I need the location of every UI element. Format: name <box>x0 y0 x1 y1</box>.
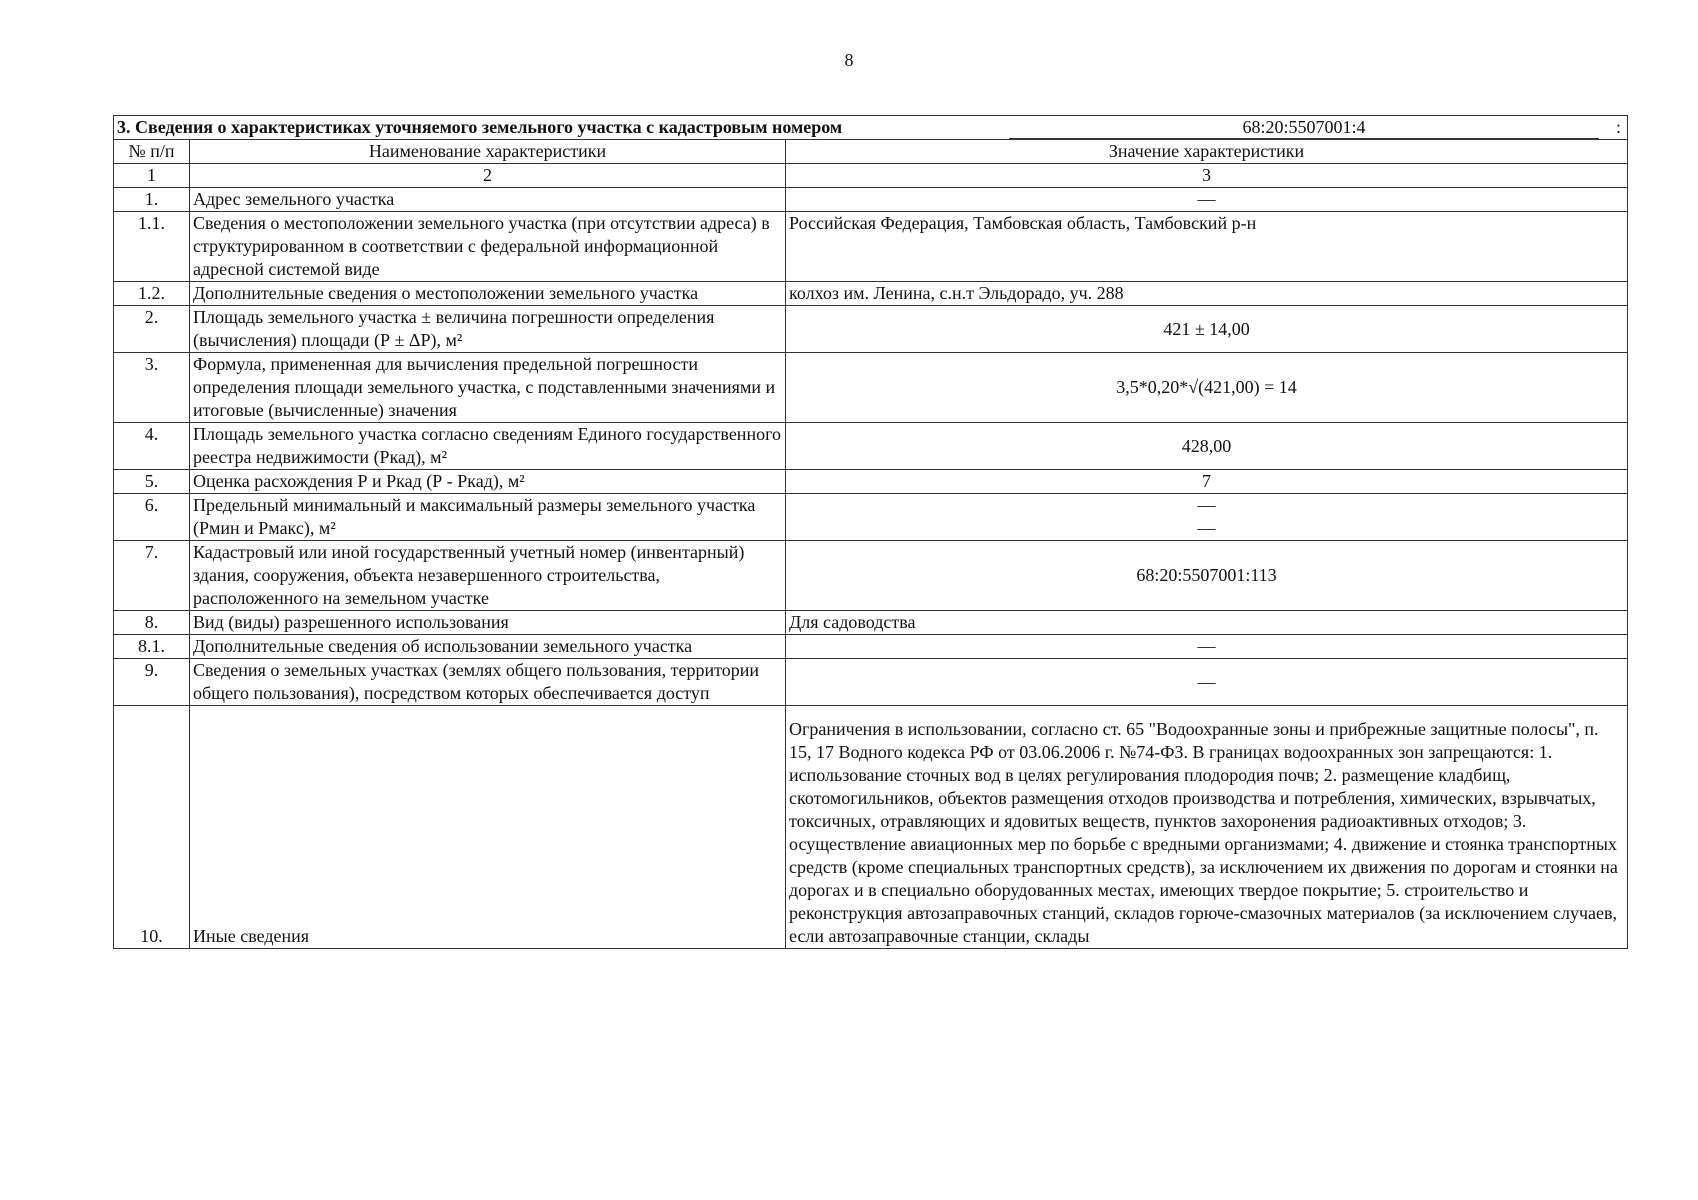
column-numbers-row <box>114 164 1628 188</box>
section-title-row <box>114 116 1628 140</box>
row-name: Адрес земельного участка <box>190 188 786 212</box>
row-name: Дополнительные сведения об использовании земельного участка <box>190 635 786 659</box>
row-name: Дополнительные сведения о местоположении земельного участка <box>190 282 786 306</box>
row-value: Российская Федерация, Тамбовская область, Тамбовский р-н <box>786 212 1628 282</box>
row-number: 3. <box>114 353 190 423</box>
page-number: 8 <box>844 50 854 70</box>
row-name: Предельный минимальный и максимальный размеры земельного участка (Рмин и Рмакс), м² <box>190 494 786 541</box>
table-row <box>114 470 1628 494</box>
row-name: Формула, примененная для вычисления предельной погрешности определения площади земельного участка, с подставленными значениями и итоговые (вычисленные) значения <box>190 353 786 423</box>
table-row <box>114 706 1628 949</box>
table-row <box>114 541 1628 611</box>
row-number: 1.2. <box>114 282 190 306</box>
table-row <box>114 212 1628 282</box>
table-row <box>114 635 1628 659</box>
row-value: 68:20:5507001:113 <box>786 541 1628 611</box>
table-row <box>114 659 1628 706</box>
row-name: Кадастровый или иной государственный учетный номер (инвентарный) здания, сооружения, объекта незавершенного строительства, расположенного на земельном участке <box>190 541 786 611</box>
row-value: 3,5*0,20*√(421,00) = 14 <box>786 353 1628 423</box>
row-value-min: — <box>1197 495 1216 515</box>
section-title-suffix: : <box>1616 117 1622 137</box>
row-name: Площадь земельного участка согласно сведениям Единого государственного реестра недвижимости (Ркад), м² <box>190 423 786 470</box>
row-value: — <box>786 188 1628 212</box>
table-row <box>114 282 1628 306</box>
row-name: Площадь земельного участка ± величина погрешности определения (вычисления) площади (Р ± ΔР), м² <box>190 306 786 353</box>
table-row <box>114 188 1628 212</box>
row-value: 428,00 <box>786 423 1628 470</box>
row-number: 1.1. <box>114 212 190 282</box>
row-number: 1. <box>114 188 190 212</box>
header-value: Значение характеристики <box>786 140 1628 164</box>
row-value: Для садоводства <box>786 611 1628 635</box>
row-number: 9. <box>114 659 190 706</box>
row-number: 10. <box>114 706 190 949</box>
row-number: 6. <box>114 494 190 541</box>
row-name: Оценка расхождения Р и Ркад (Р - Ркад), м² <box>190 470 786 494</box>
row-name: Сведения о земельных участках (землях общего пользования, территории общего пользования), посредством которых обеспечивается доступ <box>190 659 786 706</box>
row-name: Иные сведения <box>190 706 786 949</box>
row-number: 5. <box>114 470 190 494</box>
section-title: 3. Сведения о характеристиках уточняемого земельного участка с кадастровым номером <box>117 117 843 137</box>
row-name: Сведения о местоположении земельного участка (при отсутствии адреса) в структурированном в соответствии с федеральной информационной адресной системой виде <box>190 212 786 282</box>
table-row <box>114 306 1628 353</box>
table-row <box>114 423 1628 470</box>
row-value: — <box>786 635 1628 659</box>
row-value: Ограничения в использовании, согласно ст. 65 "Водоохранные зоны и прибрежные защитные полосы", п. 15, 17 Водного кодекса РФ от 03.06.2006 г. №74-ФЗ. В границах водоохранных зон запрещаются: 1. использование сточных вод в целях регулирования плодородия почв; 2. размещение кладбищ, скотомогильников, объектов размещения отходов производства и потребления, химических, взрывчатых, токсичных, отравляющих и ядовитых веществ, пунктов захоронения радиоактивных отходов; 3. осуществление авиационных мер по борьбе с вредными организмами; 4. движение и стоянка транспортных средств (кроме специальных транспортных средств), за исключением их движения по дорогам и стоянки на дорогах и в специально оборудованных местах, имеющих твердое покрытие; 5. строительство и реконструкция автозаправочных станций, складов горюче-смазочных материалов (за исключением случаев, если автозаправочные станции, склады <box>786 706 1628 949</box>
header-num: № п/п <box>114 140 190 164</box>
column-number-1: 1 <box>114 164 190 188</box>
table-row <box>114 353 1628 423</box>
row-value: 7 <box>786 470 1628 494</box>
row-number: 8. <box>114 611 190 635</box>
section-cadastral-number: 68:20:5507001:4 <box>1009 116 1599 139</box>
row-number: 8.1. <box>114 635 190 659</box>
row-number: 7. <box>114 541 190 611</box>
characteristics-table <box>113 115 1628 949</box>
section-title-cell <box>114 116 1628 140</box>
row-value-max: — <box>1197 518 1216 538</box>
row-value: — <box>786 659 1628 706</box>
row-value: 421 ± 14,00 <box>786 306 1628 353</box>
column-number-2: 2 <box>190 164 786 188</box>
row-name: Вид (виды) разрешенного использования <box>190 611 786 635</box>
row-number: 4. <box>114 423 190 470</box>
header-name: Наименование характеристики <box>190 140 786 164</box>
row-value: колхоз им. Ленина, с.н.т Эльдорадо, уч. 288 <box>786 282 1628 306</box>
column-number-3: 3 <box>786 164 1628 188</box>
header-row <box>114 140 1628 164</box>
table-row <box>114 611 1628 635</box>
row-value-min-max <box>786 494 1628 541</box>
row-number: 2. <box>114 306 190 353</box>
table-row <box>114 494 1628 541</box>
